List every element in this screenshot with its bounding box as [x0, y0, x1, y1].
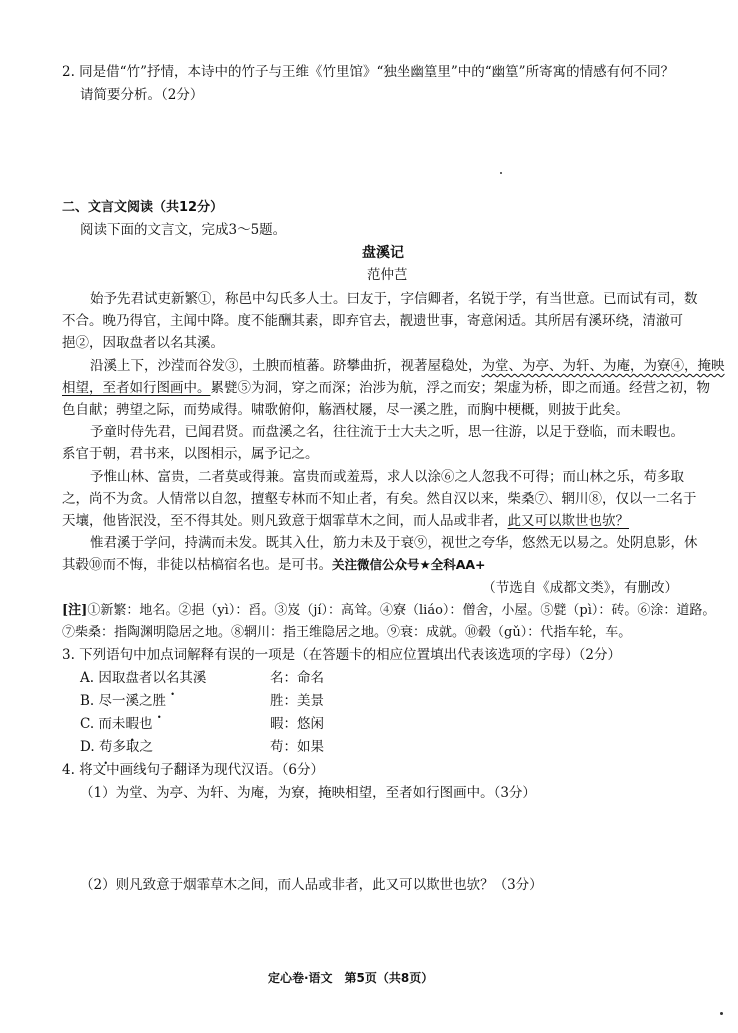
option-text: D. [80, 739, 99, 755]
option-text: C. 而未 [80, 716, 126, 732]
notes-line2: ⑦柴桑：指陶渊明隐居之地。⑧辋川：指王维隐居之地。⑨衰：成就。⑩毂（gǔ）：代指车轮，车。 [62, 625, 632, 640]
scan-speck [720, 1012, 723, 1015]
passage-line [62, 555, 486, 575]
notes-label: [注] [62, 603, 88, 618]
page-footer: 定心卷·语文 第5页（共8页） [268, 971, 434, 985]
passage-line [62, 378, 710, 398]
option-b-answer: 胜：美景 [270, 693, 324, 709]
notes-text: ①新繁：地名。②挹（yì）：舀。③岌（jí）：高耸。④寮（liáo）：僧舍，小屋。⑤甓（pì）：砖。⑥涂：道路。 [87, 603, 716, 618]
option-d-answer: 苟：如果 [270, 739, 324, 755]
option-b [80, 691, 166, 711]
q3-stem: 3. 下列语句中加点词解释有误的一项是（在答题卡的相应位置填出代表该选项的字母）（2分） [62, 647, 622, 663]
dotted-word: 胜 [152, 693, 167, 709]
notes-line1 [62, 601, 715, 621]
dotted-word: 名 [165, 670, 180, 686]
option-text: 多取之 [112, 739, 153, 755]
dotted-word: 暇 [125, 716, 139, 732]
scan-speck [500, 172, 502, 174]
option-text: A. 因取盘者以 [80, 670, 166, 686]
q2-line1: 2. 同是借“竹”抒情，本诗中的竹子与王维《竹里馆》“独坐幽篁里”中的“幽篁”所寄寓的情感有何不同？ [62, 64, 675, 80]
passage-line-text: 天壤，他皆泯没，至不得其处。则凡致意于烟霏草木之间，而人品或非者， [62, 513, 508, 529]
passage-line: 惟君溪于学问，持满而未发。既其入仕，筋力未及于衰⑨，视世之夸华，悠然无以易之。处阴息影，休 [90, 535, 698, 551]
passage-line: 不合。晚乃得官，主闻中降。度不能酬其素，即弃官去，靓遗世事，寄意闲适。其所居有溪环绕，清澈可 [62, 313, 683, 329]
q2-line2: 请简要分析。（2分） [80, 87, 204, 103]
passage-author: 范仲芑 [367, 267, 408, 283]
passage-line-text: 沿溪上下，沙滢而谷发③，土腴而植蕃。跻攀曲折，视著屋稳处， [90, 358, 482, 374]
passage-line: 系官于朝，君书来，以图相示，属予记之。 [62, 446, 319, 462]
passage-line [62, 511, 629, 531]
option-c-answer: 暇：悠闲 [270, 716, 324, 732]
q4-sub2: （2）则凡致意于烟霏草木之间，而人品或非者，此又可以欺世也欤？（3分） [80, 877, 543, 893]
passage-line: 予童时侍先君，已闻君贤。而盘溪之名，往往流于士大夫之听，思一往游，以足于登临，而未暇也。 [90, 424, 684, 440]
underlined-sentence-1a: 为堂、为亭、为轩、为庵，为寮④，掩映 [481, 358, 725, 374]
option-d [80, 737, 153, 757]
option-a-answer: 名：命名 [270, 670, 324, 686]
section-heading: 二、文言文阅读（共12分） [62, 200, 224, 215]
passage-line-text: 其毂⑩而不悔，非徒以枯槁宿名也。是可书。 [62, 557, 332, 573]
option-text: 也 [138, 716, 153, 732]
q4-sub1: （1）为堂、为亭、为轩、为庵，为寮，掩映相望，至者如行图画中。（3分） [80, 785, 536, 801]
passage-source: （节选自《成都文类》，有删改） [482, 580, 678, 596]
passage-line: 始予先君试吏新繁①，称邑中勾氏多人士。曰友于，字信卿者，名锐于学，有当世意。已而试有司，数 [90, 291, 698, 307]
option-text: 其溪 [179, 670, 207, 686]
passage-line: 色自献；骋望之际，而势咸得。啸歌俯仰，觞酒杖屦，尽一溪之胜，而胸中梗概，则披于此矣。 [62, 402, 629, 418]
passage-title: 盘溪记 [362, 245, 404, 261]
section-instruction: 阅读下面的文言文，完成3～5题。 [80, 222, 287, 238]
q4-stem: 4. 将文中画线句子翻译为现代汉语。（6分） [62, 762, 325, 778]
underlined-sentence-1b: 相望，至者如行图画中。 [62, 380, 211, 396]
option-c [80, 714, 152, 734]
passage-line: 挹②，因取盘者以名其溪。 [62, 335, 224, 351]
option-a [80, 668, 206, 688]
passage-line: 予惟山林、富贵，二者莫或得兼。富贵而或羞焉，求人以涂⑥之人忽我不可得；而山林之乐，苟多取 [90, 469, 684, 485]
passage-line-rest: 累甓⑤为洞，穿之而深；治涉为航，浮之而安；架虚为桥，即之而通。经营之初，物 [210, 380, 710, 396]
passage-line [90, 356, 725, 376]
passage-line: 之，尚不为贪。人情常以自忽，擅壑专林而不知止者，有矣。然自汉以来，柴桑⑦、辋川⑧，仅以一二名于 [62, 491, 697, 507]
watermark-text: 关注微信公众号★全科AA+ [332, 557, 486, 572]
dotted-word: 苟 [98, 739, 113, 755]
option-text: B. 尽一溪之 [80, 693, 153, 709]
underlined-sentence-2: 此又可以欺世也欤？ [507, 513, 629, 529]
